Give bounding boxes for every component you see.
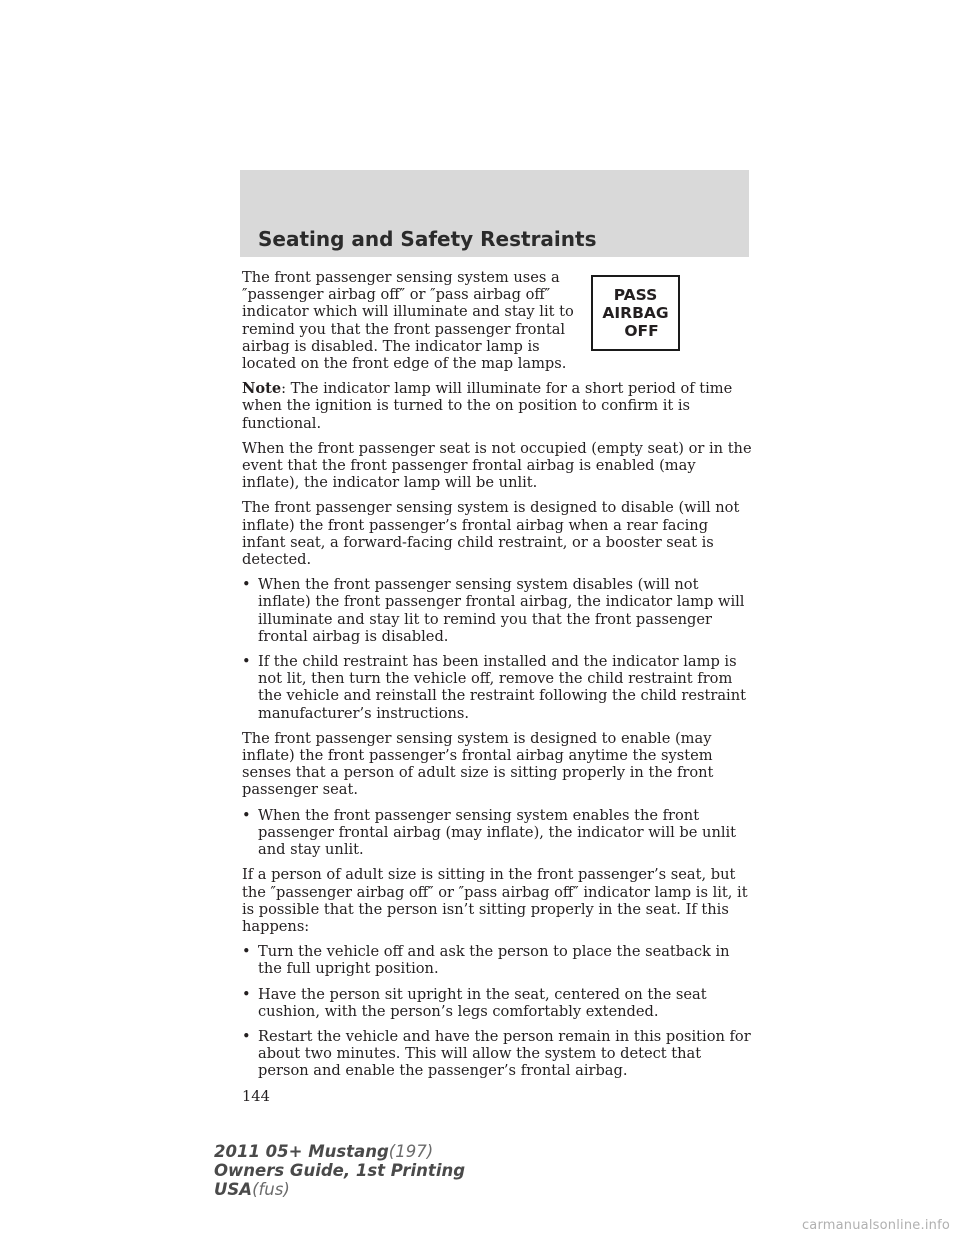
- bullet-mark: •: [242, 1027, 251, 1045]
- note-label: Note: [242, 380, 282, 398]
- bullet-text: When the front passenger sensing system enables the front passenger frontal airbag (may inflate), the indicator will be unlit and stay unlit.: [258, 806, 737, 859]
- list-item: [242, 986, 752, 1020]
- paragraph-note: [242, 380, 752, 432]
- bullet-mark: •: [242, 985, 251, 1003]
- page-number: 144: [242, 1087, 270, 1105]
- list-item: [242, 653, 752, 722]
- indicator-line-2: AIRBAG: [602, 304, 669, 322]
- footer-model: 2011 05+ Mustang: [214, 1142, 389, 1161]
- section-header-band: [240, 170, 749, 257]
- paragraph-adult-lamp-lit: If a person of adult size is sitting in the front passenger’s seat, but the ″passenger airbag off″ or ″pass airbag off″ indicator lamp is lit, it is possible that the person isn’t sitting properly in the seat. If this happens:: [242, 866, 748, 935]
- footer-printing: Owners Guide, 1st Printing: [214, 1161, 466, 1180]
- paragraph-enable: The front passenger sensing system is designed to enable (may inflate) the front passenger’s frontal airbag anytime the system senses that a person of adult size is sitting properly in the front passenger seat.: [242, 729, 714, 799]
- section-title: Seating and Safety Restraints: [258, 227, 597, 251]
- indicator-line-1: PASS: [613, 286, 658, 304]
- bullet-text: Turn the vehicle off and ask the person to place the seatback in the full upright position.: [258, 943, 730, 978]
- bullet-text: Restart the vehicle and have the person remain in this position for about two minutes. This will allow the system to detect that person and enable the passenger’s frontal airbag.: [258, 1027, 751, 1080]
- list-item: [242, 943, 752, 977]
- footer-line-1: [214, 1142, 465, 1161]
- paragraph-disable: The front passenger sensing system is designed to disable (will not inflate) the front passenger’s frontal airbag when a rear facing infant seat, a forward-facing child restraint, or a booster seat is detected.: [242, 499, 740, 569]
- watermark-link[interactable]: carmanualsonline.info: [801, 1218, 950, 1233]
- footer-market: USA: [214, 1180, 253, 1199]
- list-item: [242, 807, 752, 859]
- list-item: [242, 1028, 752, 1080]
- bullet-text: Have the person sit upright in the seat, centered on the seat cushion, with the person’s legs comfortably extended.: [258, 985, 707, 1020]
- paragraph-intro: The front passenger sensing system uses a ″passenger airbag off″ or ″pass airbag off″ indicator which will illuminate and stay lit to remind you that the front passenger frontal airbag is disabled. The indicator lamp is located on the front edge of the map lamps.: [242, 269, 574, 373]
- bullet-mark: •: [242, 576, 251, 594]
- footer-market-code: (fus): [252, 1180, 290, 1199]
- list-item: [242, 576, 752, 645]
- paragraph-unoccupied: When the front passenger seat is not occupied (empty seat) or in the event that the front passenger frontal airbag is enabled (may inflate), the indicator lamp will be unlit.: [242, 439, 752, 492]
- note-text: : The indicator lamp will illuminate for a short period of time when the ignition is turned to the on position to confirm it is functional.: [242, 380, 733, 432]
- bullet-mark: •: [242, 653, 251, 671]
- bullet-text: When the front passenger sensing system disables (will not inflate) the front passenger frontal airbag, the indicator lamp will illuminate and stay lit to remind you that the front passenger frontal airbag is disabled.: [258, 576, 745, 645]
- footer-model-code: (197): [388, 1142, 434, 1161]
- print-footer: [214, 1142, 465, 1199]
- footer-line-2: [214, 1161, 465, 1180]
- bullet-mark: •: [242, 806, 251, 824]
- page-content: [242, 269, 752, 1105]
- bullet-text: If the child restraint has been installed and the indicator lamp is not lit, then turn the vehicle off, remove the child restraint from the vehicle and reinstall the restraint following the child restraint manufacturer’s instructions.: [258, 653, 746, 722]
- bullet-mark: •: [242, 943, 251, 961]
- footer-line-3: [214, 1180, 465, 1199]
- pass-airbag-off-indicator-graphic: [591, 275, 680, 351]
- indicator-line-3: OFF: [624, 322, 659, 340]
